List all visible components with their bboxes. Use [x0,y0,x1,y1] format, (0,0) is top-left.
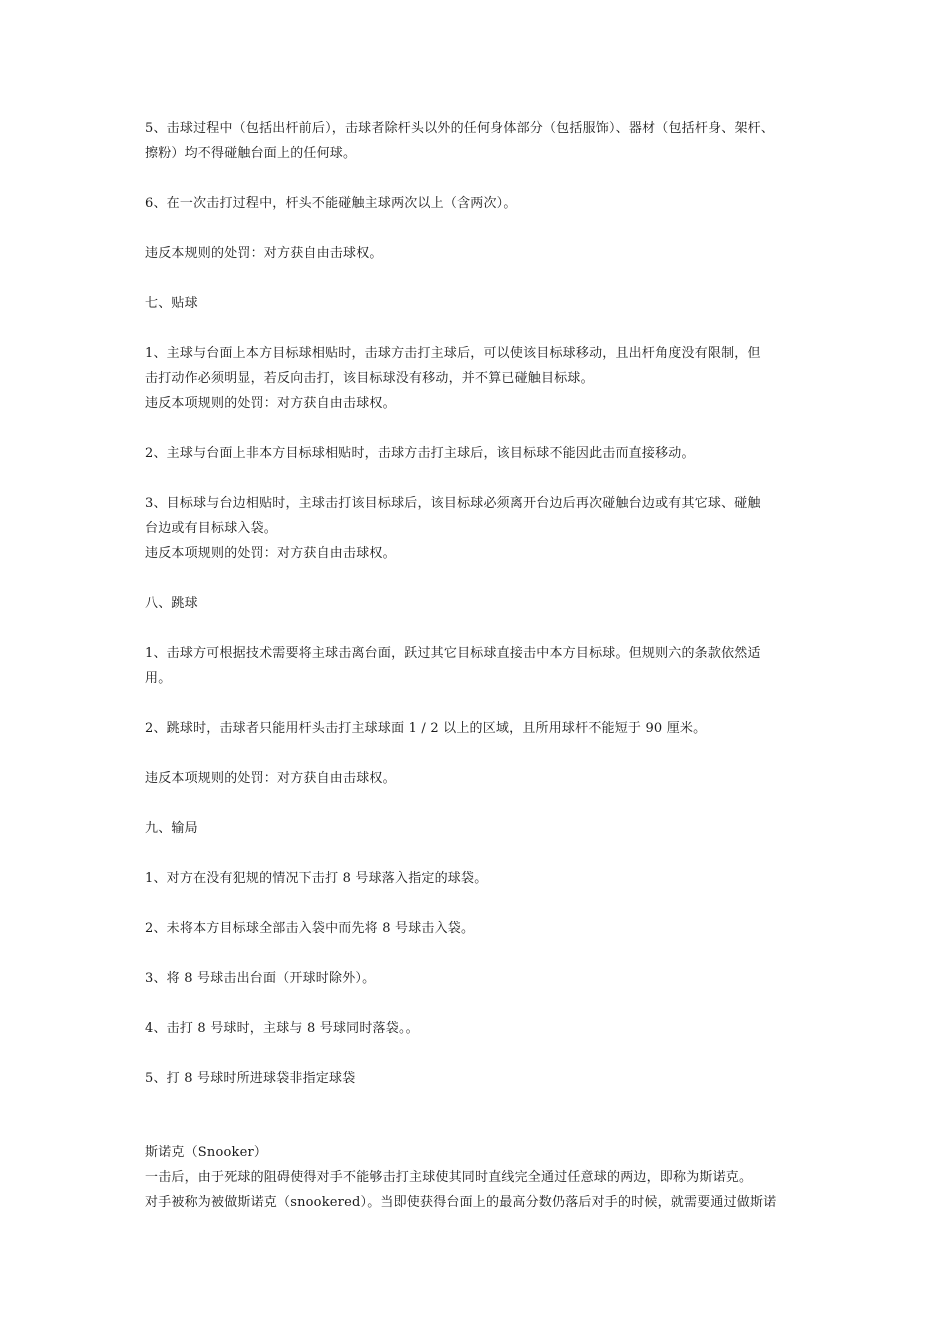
eight-rule-1-line-2: 用。 [145,671,172,686]
seven-rule-2-line: 2、主球与台面上非本方目标球相贴时，击球方击打主球后，该目标球不能因此击而直接移动。 [145,446,695,461]
snooker-para-line-2: 对手被称为被做斯诺克（snookered）。当即使获得台面上的最高分数仍落后对手的时候，就需要通过做斯诺 [145,1195,777,1210]
section-heading-seven: 七、贴球 [145,296,198,311]
seven-rule-1-line-2: 击打动作必须明显，若反向击打，该目标球没有移动，并不算已碰触目标球。 [145,371,594,386]
nine-rule-4-line: 4、击打 8 号球时，主球与 8 号球同时落袋。。 [145,1021,419,1036]
penalty-line: 违反本项规则的处罚：对方获自由击球权。 [145,396,396,411]
nine-rule-1-line: 1、对方在没有犯规的情况下击打 8 号球落入指定的球袋。 [145,871,488,886]
seven-rule-1-line-1: 1、主球与台面上本方目标球相贴时，击球方击打主球后，可以使该目标球移动，且出杆角度没有限制，但 [145,346,761,361]
penalty-line: 违反本项规则的处罚：对方获自由击球权。 [145,546,396,561]
penalty-line: 违反本项规则的处罚：对方获自由击球权。 [145,771,396,786]
snooker-heading: 斯诺克（Snooker） [145,1145,268,1160]
rule-5-line-2: 擦粉）均不得碰触台面上的任何球。 [145,146,357,161]
nine-rule-3-line: 3、将 8 号球击出台面（开球时除外）。 [145,971,376,986]
section-heading-nine: 九、输局 [145,821,198,836]
nine-rule-2-line: 2、未将本方目标球全部击入袋中而先将 8 号球击入袋。 [145,921,475,936]
seven-rule-3-line-2: 台边或有目标球入袋。 [145,521,278,536]
snooker-para-line-1: 一击后，由于死球的阻碍使得对手不能够击打主球使其同时直线完全通过任意球的两边，即称为斯诺克。 [145,1170,753,1185]
penalty-line: 违反本规则的处罚：对方获自由击球权。 [145,246,383,261]
eight-rule-1-line-1: 1、击球方可根据技术需要将主球击离台面，跃过其它目标球直接击中本方目标球。但规则六的条款依然适 [145,646,761,661]
nine-rule-5-line: 5、打 8 号球时所进球袋非指定球袋 [145,1071,356,1086]
rule-6-line: 6、在一次击打过程中，杆头不能碰触主球两次以上（含两次）。 [145,196,517,211]
rule-5-line-1: 5、击球过程中（包括出杆前后），击球者除杆头以外的任何身体部分（包括服饰）、器材（包括杆身、架杆、 [145,121,775,136]
eight-rule-2-line: 2、跳球时，击球者只能用杆头击打主球球面 1 / 2 以上的区域，且所用球杆不能短于 90 厘米。 [145,721,707,736]
section-heading-eight: 八、跳球 [145,596,198,611]
seven-rule-3-line-1: 3、目标球与台边相贴时，主球击打该目标球后，该目标球必须离开台边后再次碰触台边或有其它球、碰触 [145,496,761,511]
